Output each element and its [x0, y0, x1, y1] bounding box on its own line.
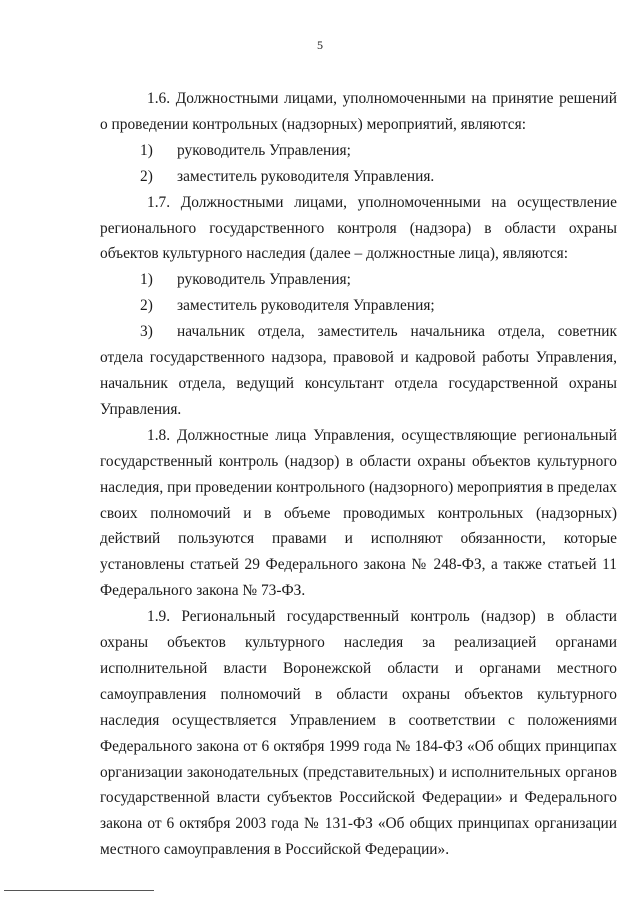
list-item-text: заместитель руководителя Управления. — [177, 167, 435, 185]
list-item-1-6-1 — [100, 138, 617, 164]
list-item-number: 3) — [140, 323, 153, 341]
list-item-1-7-1 — [100, 267, 617, 293]
list-item-number: 1) — [140, 271, 153, 289]
list-item-text: начальник отдела, заместитель начальника отдела, советник отдела государственного надзора, правовой и кадровой работы Управления, начальник отдела, ведущий консультант отдела государственной охраны Управления. — [100, 323, 617, 418]
document-body — [100, 86, 617, 863]
list-item-1-6-2 — [100, 164, 617, 190]
paragraph-1-8: 1.8. Должностные лица Управления, осуществляющие региональный государственный контроль (надзор) в области охраны объектов культурного наследия, при проведении контрольного (надзорного) мероприятия в пределах своих полномочий и в объеме проводимых контрольных (надзорных) действий пользуются правами и исполняют обязанности, которые установлены статьей 29 Федерального закона № 248-ФЗ, а также статьей 11 Федерального закона № 73-ФЗ. — [100, 426, 617, 600]
list-item-number: 2) — [140, 167, 153, 185]
list-item-number: 2) — [140, 297, 153, 315]
list-item-text: руководитель Управления; — [177, 141, 351, 159]
list-item-number: 1) — [140, 141, 153, 159]
list-item-1-7-2 — [100, 293, 617, 319]
page-number: 5 — [317, 38, 323, 52]
paragraph-1-6: 1.6. Должностными лицами, уполномоченными на принятие решений о проведении контрольных (надзорных) мероприятий, являются: — [100, 90, 617, 133]
list-item-text: заместитель руководителя Управления; — [177, 297, 435, 315]
paragraph-1-9: 1.9. Региональный государственный контроль (надзор) в области охраны объектов культурного наследия за реализацией органами исполнительной власти Воронежской области и органами местного самоуправления полномочий в области охраны объектов культурного наследия осуществляется Управлением в соответствии с положениями Федерального закона от 6 октября 1999 года № 184-ФЗ «Об общих принципах организации законодательных (представительных) и исполнительных органов государственной власти субъектов Российской Федерации» и Федерального закона от 6 октября 2003 года № 131-ФЗ «Об общих принципах организации местного самоуправления в Российской Федерации». — [100, 608, 617, 859]
footer-divider — [4, 890, 154, 891]
list-item-1-7-3 — [100, 319, 617, 423]
list-item-text: руководитель Управления; — [177, 271, 351, 289]
paragraph-1-7: 1.7. Должностными лицами, уполномоченными на осуществление регионального государственного контроля (надзора) в области охраны объектов культурного наследия (далее – должностные лица), являются: — [100, 193, 617, 263]
